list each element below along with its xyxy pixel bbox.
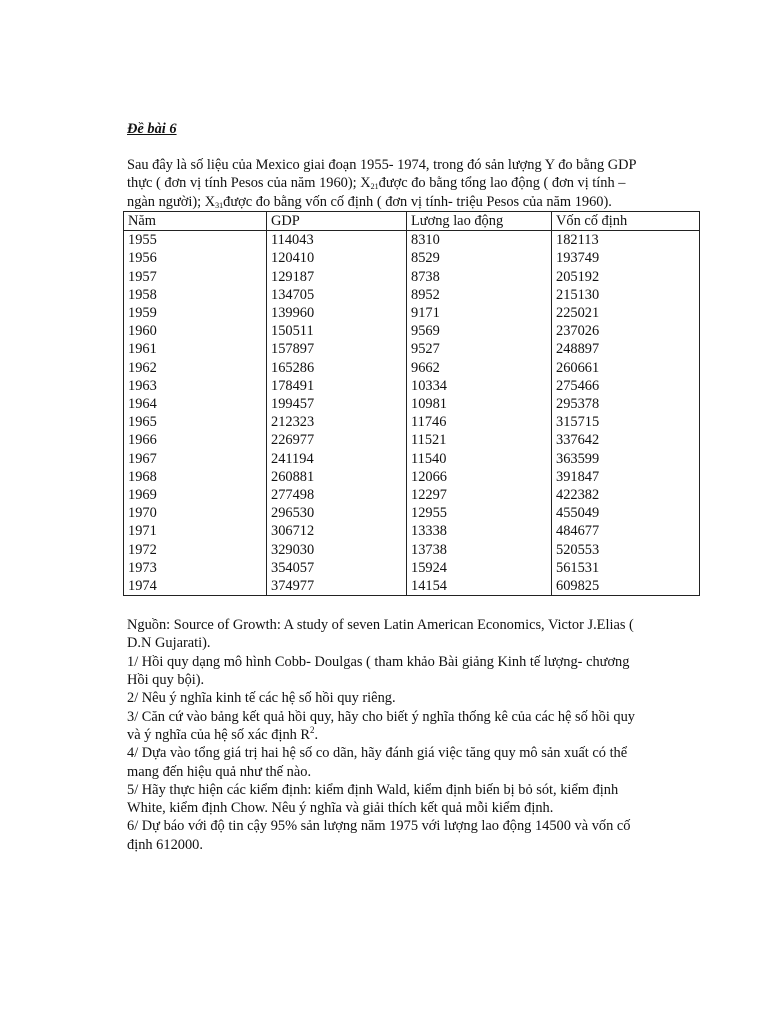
question-1: 1/ Hồi quy dạng mô hình Cobb- Doulgas ( tham khảo Bài giảng Kinh tế lượng- chương Hồi quy bội). xyxy=(127,653,630,689)
cell-labor: 10981 xyxy=(407,395,552,413)
cell-labor: 8738 xyxy=(407,268,552,286)
cell-capital: 520553 xyxy=(552,541,700,559)
cell-gdp: 277498 xyxy=(267,486,407,504)
cell-gdp: 129187 xyxy=(267,268,407,286)
table-row xyxy=(124,286,700,304)
cell-year: 1974 xyxy=(124,577,267,596)
intro-subscript-2: 31 xyxy=(215,200,224,210)
question-3-text: 3/ Căn cứ vào bảng kết quả hồi quy, hãy cho biết ý nghĩa thống kê của các hệ số hồi quy và ý nghĩa của hệ số xác định R xyxy=(127,708,636,743)
cell-labor: 15924 xyxy=(407,559,552,577)
question-5: 5/ Hãy thực hiện các kiểm định: kiểm định Wald, kiểm định biến bị bỏ sót, kiểm định White, kiểm định Chow. Nêu ý nghĩa và giải thích kết quả mỗi kiểm định. xyxy=(127,781,619,817)
table-row xyxy=(124,322,700,340)
cell-capital: 363599 xyxy=(552,450,700,468)
cell-gdp: 354057 xyxy=(267,559,407,577)
cell-gdp: 241194 xyxy=(267,450,407,468)
question-2: 2/ Nêu ý nghĩa kinh tế các hệ số hồi quy riêng. xyxy=(127,690,396,707)
table-row xyxy=(124,559,700,577)
document-page xyxy=(127,120,647,854)
cell-year: 1970 xyxy=(124,504,267,522)
question-6: 6/ Dự báo với độ tin cậy 95% sản lượng năm 1975 với lượng lao động 14500 và vốn cố định 612000. xyxy=(127,818,631,853)
cell-gdp: 178491 xyxy=(267,377,407,395)
cell-labor: 9662 xyxy=(407,359,552,377)
cell-year: 1960 xyxy=(124,322,267,340)
table-row xyxy=(124,359,700,377)
cell-labor: 12955 xyxy=(407,504,552,522)
cell-year: 1968 xyxy=(124,468,267,486)
table-row xyxy=(124,450,700,468)
cell-labor: 12297 xyxy=(407,486,552,504)
cell-gdp: 260881 xyxy=(267,468,407,486)
cell-labor: 9171 xyxy=(407,304,552,322)
table-row xyxy=(124,522,700,540)
table-header-row xyxy=(124,211,700,230)
cell-year: 1955 xyxy=(124,231,267,250)
question-4: 4/ Dựa vào tổng giá trị hai hệ số co dãn, hãy đánh giá việc tăng quy mô sản xuất có thể mang đến hiệu quả như thế nào. xyxy=(127,745,628,780)
cell-labor: 9569 xyxy=(407,322,552,340)
table-row xyxy=(124,541,700,559)
cell-labor: 8952 xyxy=(407,286,552,304)
table-row xyxy=(124,249,700,267)
header-labor: Lương lao động xyxy=(407,211,552,230)
document-title: Đề bài 6 xyxy=(127,121,177,137)
questions-section xyxy=(127,616,647,854)
cell-gdp: 120410 xyxy=(267,249,407,267)
table-row xyxy=(124,377,700,395)
cell-gdp: 329030 xyxy=(267,541,407,559)
cell-labor: 8310 xyxy=(407,231,552,250)
cell-capital: 205192 xyxy=(552,268,700,286)
cell-year: 1963 xyxy=(124,377,267,395)
cell-year: 1964 xyxy=(124,395,267,413)
cell-capital: 609825 xyxy=(552,577,700,596)
cell-labor: 8529 xyxy=(407,249,552,267)
cell-year: 1971 xyxy=(124,522,267,540)
cell-gdp: 114043 xyxy=(267,231,407,250)
header-capital: Vốn cố định xyxy=(552,211,700,230)
cell-year: 1961 xyxy=(124,340,267,358)
header-gdp: GDP xyxy=(267,211,407,230)
cell-capital: 193749 xyxy=(552,249,700,267)
cell-gdp: 306712 xyxy=(267,522,407,540)
cell-gdp: 150511 xyxy=(267,322,407,340)
data-table xyxy=(123,211,700,596)
cell-labor: 14154 xyxy=(407,577,552,596)
source-note: Nguồn: Source of Growth: A study of seven Latin American Economics, Victor J.Elias ( D.N Gujarati). xyxy=(127,617,634,652)
cell-capital: 182113 xyxy=(552,231,700,250)
cell-year: 1962 xyxy=(124,359,267,377)
cell-capital: 237026 xyxy=(552,322,700,340)
cell-capital: 422382 xyxy=(552,486,700,504)
cell-year: 1958 xyxy=(124,286,267,304)
cell-labor: 11746 xyxy=(407,413,552,431)
cell-gdp: 296530 xyxy=(267,504,407,522)
cell-gdp: 157897 xyxy=(267,340,407,358)
cell-year: 1959 xyxy=(124,304,267,322)
cell-capital: 561531 xyxy=(552,559,700,577)
intro-text-3: được đo bằng vốn cố định ( đơn vị tính- triệu Pesos của năm 1960). xyxy=(223,193,612,210)
cell-year: 1956 xyxy=(124,249,267,267)
cell-year: 1957 xyxy=(124,268,267,286)
cell-capital: 248897 xyxy=(552,340,700,358)
header-year: Năm xyxy=(124,211,267,230)
cell-labor: 13338 xyxy=(407,522,552,540)
table-row xyxy=(124,395,700,413)
cell-year: 1965 xyxy=(124,413,267,431)
cell-gdp: 199457 xyxy=(267,395,407,413)
question-3 xyxy=(127,708,647,745)
cell-year: 1969 xyxy=(124,486,267,504)
question-3-end: . xyxy=(314,726,319,743)
intro-paragraph xyxy=(127,156,647,211)
cell-labor: 10334 xyxy=(407,377,552,395)
cell-gdp: 212323 xyxy=(267,413,407,431)
cell-labor: 11521 xyxy=(407,431,552,449)
r-squared-superscript: 2 xyxy=(310,725,315,736)
cell-gdp: 374977 xyxy=(267,577,407,596)
intro-text-1: Sau đây là số liệu của Mexico giai đoạn 1955- 1974, trong đó sản lượng Y đo bằng GDP thực ( đơn vị tính Pesos của năm 1960); X xyxy=(127,157,637,192)
cell-capital: 225021 xyxy=(552,304,700,322)
table-row xyxy=(124,504,700,522)
table-row xyxy=(124,413,700,431)
table-row xyxy=(124,431,700,449)
cell-capital: 275466 xyxy=(552,377,700,395)
cell-capital: 215130 xyxy=(552,286,700,304)
table-row xyxy=(124,304,700,322)
cell-labor: 12066 xyxy=(407,468,552,486)
cell-labor: 13738 xyxy=(407,541,552,559)
intro-subscript-1: 21 xyxy=(370,182,379,192)
cell-capital: 337642 xyxy=(552,431,700,449)
table-body xyxy=(124,231,700,596)
cell-capital: 484677 xyxy=(552,522,700,540)
cell-capital: 455049 xyxy=(552,504,700,522)
cell-year: 1967 xyxy=(124,450,267,468)
cell-capital: 260661 xyxy=(552,359,700,377)
table-row xyxy=(124,231,700,250)
cell-gdp: 226977 xyxy=(267,431,407,449)
cell-labor: 11540 xyxy=(407,450,552,468)
cell-capital: 391847 xyxy=(552,468,700,486)
table-row xyxy=(124,468,700,486)
cell-year: 1966 xyxy=(124,431,267,449)
intro-text-2: được đo bằng tổng lao động ( đơn vị tính – ngàn người); X xyxy=(127,175,626,210)
cell-year: 1972 xyxy=(124,541,267,559)
cell-capital: 315715 xyxy=(552,413,700,431)
cell-gdp: 139960 xyxy=(267,304,407,322)
table-row xyxy=(124,340,700,358)
cell-gdp: 134705 xyxy=(267,286,407,304)
cell-capital: 295378 xyxy=(552,395,700,413)
table-row xyxy=(124,268,700,286)
cell-labor: 9527 xyxy=(407,340,552,358)
table-row xyxy=(124,486,700,504)
cell-year: 1973 xyxy=(124,559,267,577)
table-row xyxy=(124,577,700,596)
cell-gdp: 165286 xyxy=(267,359,407,377)
